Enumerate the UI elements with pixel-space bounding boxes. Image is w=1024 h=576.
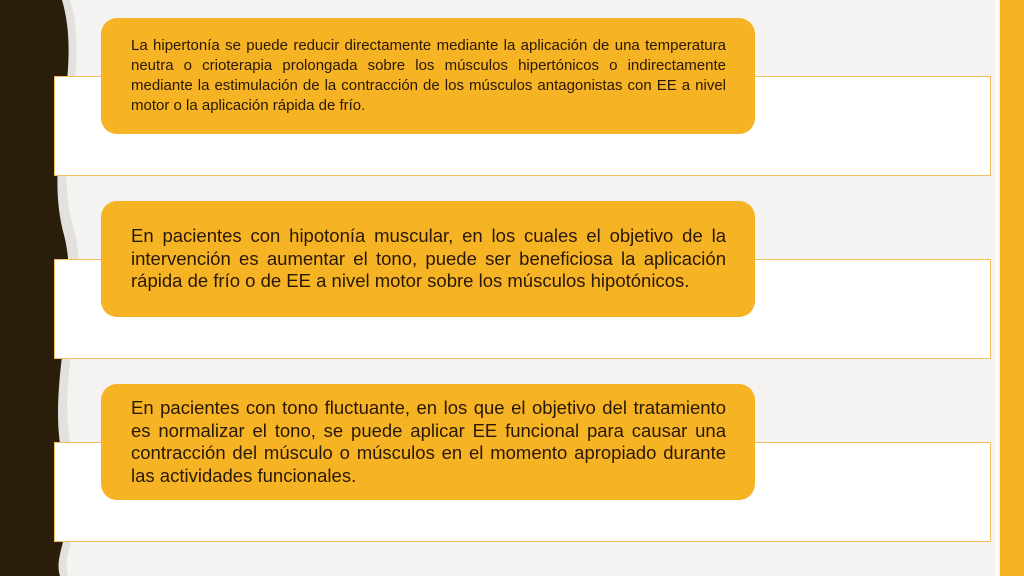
text-card-1	[101, 18, 755, 134]
text-card-2	[101, 201, 755, 317]
paragraph-hipotonia: En pacientes con hipotonía muscular, en los cuales el objetivo de la intervención es aumentar el tono, puede ser beneficiosa la aplicación rápida de frío o de EE a nivel motor sobre los músculos hipotónicos.	[131, 225, 726, 292]
right-accent-bar	[1000, 0, 1024, 576]
text-card-3	[101, 384, 755, 500]
right-divider-line	[996, 0, 998, 576]
paragraph-tono-fluctuante: En pacientes con tono fluctuante, en los que el objetivo del tratamiento es normalizar el tono, se puede aplicar EE funcional para causar una contracción del músculo o músculos en el momento apropiado durante las actividades funcionales.	[131, 397, 726, 486]
paragraph-hipertonia: La hipertonía se puede reducir directamente mediante la aplicación de una temperatura neutra o crioterapia prolongada sobre los músculos hipertónicos o indirectamente mediante la estimulación de la contracción de los músculos antagonistas con EE a nivel motor o la aplicación rápida de frío.	[131, 37, 726, 114]
